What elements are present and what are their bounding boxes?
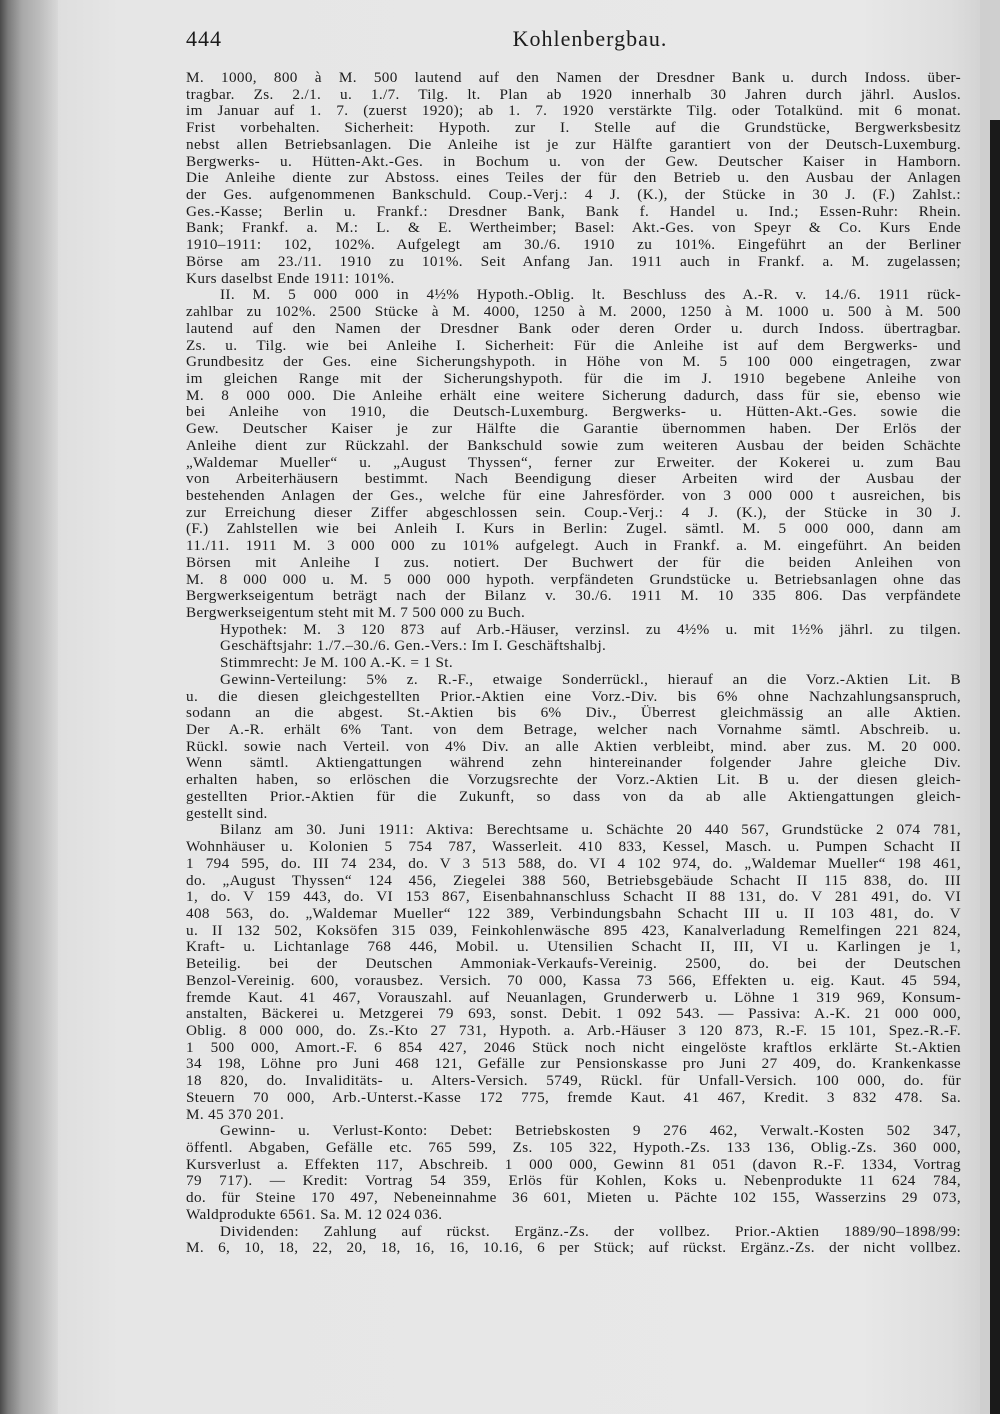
text-line: anstalten, Bäckerei u. Metzgerei 79 693, sonst. Debit. 1 092 543. — Passiva: A.-K. 21 000 000, (186, 1006, 961, 1023)
text-line: M. 8 000 000 u. M. 5 000 000 hypoth. verpfändeten Grundstücke u. Betriebsanlagen ohne das (186, 571, 961, 588)
text-line: Bergwerkseigentum beträgt nach der Bilanz v. 30./6. 1911 M. 10 335 806. Das verpfändete (186, 588, 961, 605)
text-line: Stimmrecht: Je M. 100 A.-K. = 1 St. (220, 655, 454, 672)
text-line: zahlbar zu 102%. 2500 Stücke à M. 4000, 1250 à M. 2000, 1250 à M. 1000 u. 500 à M. 500 (186, 304, 961, 321)
text-line: zur Erreichung dieser Ziffer abgeschlossen sein. Coup.-Verj.: 4 J. (K.), der Stücke in 30 J. (186, 504, 961, 521)
text-line: lautend auf den Namen der Dresdner Bank oder deren Order u. durch Indoss. übertragbar. (186, 320, 961, 337)
text-line: Benzol-Vereinig. 600, vorausbez. Versich. 70 000, Kassa 73 566, Effekten u. eig. Kaut. 45 594, (186, 972, 961, 989)
text-line: Wenn sämtl. Aktiengattungen während zehn hintereinander folgender Jahre gleiche Div. (186, 755, 961, 772)
page-header (186, 26, 954, 56)
text-line: Wohnhäuser u. Kolonien 5 754 787, Wasserleit. 410 833, Kessel, Masch. u. Pumpen Schacht II (186, 839, 961, 856)
text-line: M. 1000, 800 à M. 500 lautend auf den Namen der Dresdner Bank u. durch Indoss. über- (186, 70, 961, 86)
text-line: u. die diesen gleichgestellten Prior.-Aktien eine Vorz.-Div. bis 6% ohne Nachzahlungsanspruch, (186, 688, 961, 705)
text-line: do. für Steine 170 497, Nebeneinnahme 36 601, Mieten u. Pächte 102 155, Wasserzins 29 073, (186, 1190, 961, 1207)
text-line: der Ges. aufgenommenen Bankschuld. Coup.-Verj.: 4 J. (K.), der Stücke in 30 J. (F.) Zahlst.: (186, 187, 961, 204)
text-line: Beteilig. bei der Deutschen Ammoniak-Verkaufs-Vereinig. 2500, do. bei der Deutschen (186, 956, 961, 973)
text-line: 34 198, Löhne pro Juni 468 121, Gefälle zur Pensionskasse pro Juni 27 409, do. Krankenkasse (186, 1056, 961, 1073)
text-line: bei Anleihe von 1910, die Deutsch-Luxemburg. Bergwerks- u. Hütten-Akt.-Ges. sowie die (186, 404, 961, 421)
text-line: 18 820, do. Invaliditäts- u. Alters-Versich. 5749, Rückl. für Unfall-Versich. 100 000, do. für (186, 1073, 961, 1090)
text-line: Bergwerkseigentum steht mit M. 7 500 000 zu Buch. (186, 605, 526, 621)
text-line: nebst allen Betriebsanlagen. Die Anleihe ist je zur Hälfte garantiert von der Deutsch-Luxemburg. (186, 136, 961, 153)
text-line: Bilanz am 30. Juni 1911: Aktiva: Berechtsame u. Schächte 20 440 567, Grundstücke 2 074 781, (220, 822, 961, 839)
text-line: Zs. u. Tilg. wie bei Anleihe I. Sicherheit: Für die Anleihe ist auf dem Bergwerks- und (186, 337, 961, 354)
running-title: Kohlenbergbau. (512, 26, 668, 51)
text-line: do. „August Thyssen“ 124 456, Ziegelei 388 560, Betriebsgebäude Schacht II 115 838, do. III (186, 872, 961, 889)
scan-edge-bar (990, 120, 1000, 1414)
text-line: Anleihe dient zur Rückzahl. der Bankschuld sowie zum weiteren Ausbau der beiden Schächte (186, 437, 961, 454)
text-line: „Waldemar Mueller“ u. „August Thyssen“, ferner zur Erweiter. der Kokerei u. zum Bau (186, 454, 961, 471)
text-line: 1 794 595, do. III 74 234, do. V 3 513 588, do. VI 4 102 974, do. „Waldemar Mueller“ 198 461, (186, 855, 961, 872)
text-line: Börse am 23./11. 1910 zu 101%. Seit Anfang Jan. 1911 auch in Frankf. a. M. zugelassen; (186, 253, 961, 270)
text-line: 408 563, do. „Waldemar Mueller“ 122 389, Verbindungsbahn Schacht III u. II 103 481, do. V (186, 905, 961, 922)
text-line: 1 500 000, Amort.-F. 6 854 427, 2046 Stück noch nicht eingelöste kraftlos erklärte St.-Aktien (186, 1039, 961, 1056)
text-line: Rückl. sowie nach Verteil. von 4% Div. an alle Aktien verbleibt, mind. aber zus. M. 20 000. (186, 738, 961, 755)
text-line: Hypothek: M. 3 120 873 auf Arb.-Häuser, verzinsl. zu 4½% u. mit 1½% jährl. zu tilgen. (220, 621, 961, 638)
text-line: Geschäftsjahr: 1./7.–30./6. Gen.-Vers.: Im I. Geschäftshalbj. (220, 638, 607, 655)
body-text (186, 70, 961, 1390)
text-line: Der A.-R. erhält 6% Tant. von dem Betrage, welcher nach Vornahme sämtl. Abschreib. u. (186, 722, 961, 739)
text-line: gestellten Prior.-Aktien für die Zukunft, so dass von da ab alle Aktiengattungen gleich- (186, 788, 961, 805)
page-number: 444 (186, 26, 222, 51)
text-line: 11./11. 1911 M. 3 000 000 zu 101% aufgelegt. Auch in Frankf. a. M. eingeführt. An beiden (186, 538, 961, 555)
text-line: von Arbeiterhäusern bestimmt. Nach Beendigung dieser Arbeiten wird der Ausbau der (186, 471, 961, 488)
text-line: Kurs daselbst Ende 1911: 101%. (186, 270, 395, 287)
text-line: Oblig. 8 000 000, do. Zs.-Kto 27 731, Hypoth. a. Arb.-Häuser 3 120 873, R.-F. 15 101, Spez.-R.-F. (186, 1022, 961, 1039)
text-line: sodann an die abgest. St.-Aktien bis 6% Div., Überrest gleichmässig an alle Aktien. (186, 705, 961, 722)
text-line: II. M. 5 000 000 in 4½% Hypoth.-Oblig. lt. Beschluss des A.-R. v. 14./6. 1911 rück- (220, 287, 961, 304)
text-line: im Januar auf 1. 7. (zuerst 1920); ab 1. 7. 1920 verstärkte Tilg. oder Totalkünd. mit 6 monat. (186, 103, 961, 120)
text-line: Steuern 70 000, Arb.-Unterst.-Kasse 172 775, fremde Kaut. 41 467, Kredit. 3 832 478. Sa. (186, 1089, 961, 1106)
text-line: erhalten haben, so erlöschen die Vorzugsrechte der Vorz.-Aktien Lit. B u. der diesen gleich- (186, 772, 961, 789)
text-line: Ges.-Kasse; Berlin u. Frankf.: Dresdner Bank, Bank f. Handel u. Ind.; Essen-Ruhr: Rhein. (186, 203, 961, 220)
book-gutter-shadow (0, 0, 58, 1414)
text-line: im gleichen Range mit der Sicherungshypoth. für die im J. 1910 begebene Anleihe von (186, 370, 961, 387)
text-line: Grundbesitz der Ges. eine Sicherungshypoth. in Höhe von M. 5 100 000 eingetragen, zwar (186, 354, 961, 371)
text-line: (F.) Zahlstellen wie bei Anleih I. Kurs in Berlin: Zugel. sämtl. M. 5 000 000, dann am (186, 521, 961, 538)
text-line: Gew. Deutscher Kaiser je zur Hälfte die Garantie übernommen haben. Der Erlös der (186, 421, 961, 438)
text-line: Gewinn- u. Verlust-Konto: Debet: Betriebskosten 9 276 462, Verwalt.-Kosten 502 347, (220, 1123, 961, 1140)
text-line: u. II 132 502, Koksöfen 315 039, Feinkohlenwäsche 895 423, Kanalverladung Remelfingen 221 824, (186, 922, 961, 939)
text-line: tragbar. Zs. 2./1. u. 1./7. Tilg. lt. Plan ab 1920 innerhalb 30 Jahren durch jährl. Auslos. (186, 86, 961, 103)
text-line: Bergwerks- u. Hütten-Akt.-Ges. in Bochum u. von der Gew. Deutscher Kaiser in Hamborn. (186, 153, 961, 170)
text-line: fremde Kaut. 41 467, Vorauszahl. auf Neuanlagen, Grunderwerb u. Löhne 1 319 969, Konsum- (186, 989, 961, 1006)
text-line: Gewinn-Verteilung: 5% z. R.-F., etwaige Sonderrückl., hierauf an die Vorz.-Aktien Lit. B (220, 671, 961, 688)
text-line: M. 8 000 000. Die Anleihe erhält eine weitere Sicherung dadurch, dass für sie, ebenso wie (186, 387, 961, 404)
text-line: M. 6, 10, 18, 22, 20, 18, 16, 16, 10.16, 6 per Stück; auf rückst. Ergänz.-Zs. der nicht vollbez. (186, 1240, 961, 1257)
text-line: 1, do. V 159 443, do. VI 153 867, Eisenbahnanschluss Schacht II 88 131, do. V 281 491, do. VI (186, 889, 961, 906)
text-line: 1910–1911: 102, 102%. Aufgelegt am 30./6. 1910 zu 101%. Eingeführt an der Berliner (186, 237, 961, 254)
text-line: Waldprodukte 6561. Sa. M. 12 024 036. (186, 1206, 443, 1223)
text-line: bestehenden Anlagen der Ges., welche für eine Jahresförder. von 3 000 000 t ausreichen, bis (186, 487, 961, 504)
text-line: Kraft- u. Lichtanlage 768 446, Mobil. u. Utensilien Schacht II, III, VI u. Karlingen je 1, (186, 939, 961, 956)
text-line: gestellt sind. (186, 805, 268, 822)
text-line: Börsen mit Anleihe I zus. notiert. Der Buchwert der für die beiden Anleihen von (186, 554, 961, 571)
text-line: M. 45 370 201. (186, 1106, 285, 1123)
text-line: Dividenden: Zahlung auf rückst. Ergänz.-Zs. der vollbez. Prior.-Aktien 1889/90–1898/99: (220, 1223, 961, 1240)
text-line: Frist vorbehalten. Sicherheit: Hypoth. zur I. Stelle auf die Grundstücke, Bergwerksbesitz (186, 120, 961, 137)
text-line: Bank; Frankf. a. M.: L. & E. Wertheimber; Basel: Akt.-Ges. von Speyr & Co. Kurs Ende (186, 220, 961, 237)
text-line: Kursverlust a. Effekten 117, Abschreib. 1 000 000, Gewinn 81 051 (davon R.-F. 1334, Vortrag (186, 1156, 961, 1173)
text-line: öffentl. Abgaben, Gefälle etc. 765 599, Zs. 105 322, Hypoth.-Zs. 133 136, Oblig.-Zs. 360 000, (186, 1140, 961, 1156)
text-line: 79 717). — Kredit: Vortrag 54 359, Erlös für Kohlen, Koks u. Nebenprodukte 11 624 784, (186, 1173, 961, 1190)
text-line: Die Anleihe diente zur Abstoss. eines Teiles der für den Betrieb u. den Ausbau der Anlagen (186, 170, 961, 187)
